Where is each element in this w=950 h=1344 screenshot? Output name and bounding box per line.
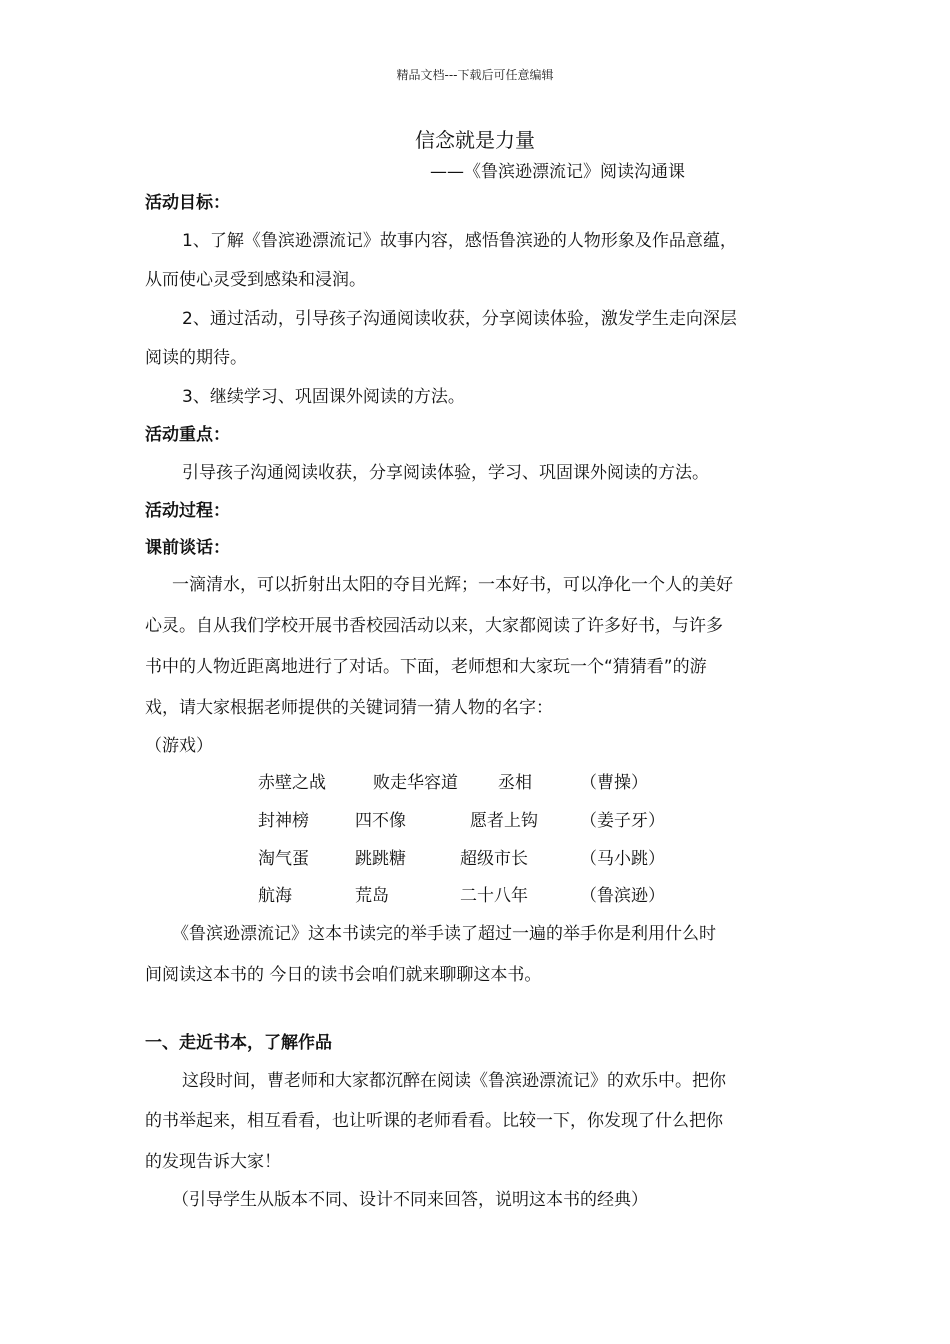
section-1-line-3: 的发现告诉大家！	[145, 1152, 281, 1172]
after-game-line-1: 《鲁滨逊漂流记》这本书读完的举手读了超过一遍的举手你是利用什么时	[172, 924, 716, 944]
game-answer: （鲁滨逊）	[580, 886, 665, 906]
pretalk-line-1: 一滴清水，可以折射出太阳的夺目光辉；一本好书，可以净化一个人的美好	[172, 575, 733, 595]
game-cell: 赤壁之战	[258, 773, 326, 793]
game-answer: （姜子牙）	[580, 811, 665, 831]
pretalk-line-4: 戏，请大家根据老师提供的关键词猜一猜人物的名字：	[145, 698, 553, 718]
game-cell: 荒岛	[355, 886, 389, 906]
section-1-heading: 一、走近书本，了解作品	[145, 1033, 332, 1053]
game-cell: 愿者上钩	[470, 811, 538, 831]
goal-3: 3、继续学习、巩固课外阅读的方法。	[182, 387, 465, 407]
game-cell: 败走华容道	[373, 773, 458, 793]
game-cell: 封神榜	[258, 811, 309, 831]
document-title: 信念就是力量	[415, 128, 535, 152]
page-header-note: 精品文档---下载后可任意编辑	[396, 68, 554, 82]
game-answer: （曹操）	[580, 773, 648, 793]
focus-heading: 活动重点：	[145, 425, 230, 445]
section-1-note: （引导学生从版本不同、设计不同来回答，说明这本书的经典）	[172, 1190, 648, 1210]
goal-1-line-1: 1、了解《鲁滨逊漂流记》故事内容，感悟鲁滨逊的人物形象及作品意蕴，	[182, 231, 737, 251]
goal-2-line-1: 2、通过活动，引导孩子沟通阅读收获，分享阅读体验，激发学生走向深层	[182, 309, 737, 329]
section-1-line-2: 的书举起来，相互看看，也让听课的老师看看。比较一下，你发现了什么把你	[145, 1111, 723, 1131]
game-cell: 超级市长	[460, 849, 528, 869]
game-cell: 二十八年	[460, 886, 528, 906]
game-label: （游戏）	[145, 736, 213, 756]
game-cell: 丞相	[498, 773, 532, 793]
goal-1-line-2: 从而使心灵受到感染和浸润。	[145, 270, 366, 290]
game-answer: （马小跳）	[580, 849, 665, 869]
goal-2-line-2: 阅读的期待。	[145, 348, 247, 368]
goals-heading: 活动目标：	[145, 193, 230, 213]
pretalk-heading: 课前谈话：	[145, 538, 230, 558]
pretalk-line-3: 书中的人物近距离地进行了对话。下面，老师想和大家玩一个“猜猜看”的游	[145, 657, 707, 677]
game-cell: 四不像	[355, 811, 406, 831]
game-cell: 航海	[258, 886, 292, 906]
section-1-line-1: 这段时间，曹老师和大家都沉醉在阅读《鲁滨逊漂流记》的欢乐中。把你	[182, 1071, 726, 1091]
game-cell: 跳跳糖	[355, 849, 406, 869]
process-heading: 活动过程：	[145, 501, 230, 521]
pretalk-line-2: 心灵。自从我们学校开展书香校园活动以来，大家都阅读了许多好书，与许多	[145, 616, 723, 636]
after-game-line-2: 间阅读这本书的 今日的读书会咱们就来聊聊这本书。	[145, 965, 542, 985]
game-cell: 淘气蛋	[258, 849, 309, 869]
document-subtitle: ——《鲁滨逊漂流记》阅读沟通课	[430, 162, 685, 182]
focus-text: 引导孩子沟通阅读收获，分享阅读体验，学习、巩固课外阅读的方法。	[182, 463, 709, 483]
